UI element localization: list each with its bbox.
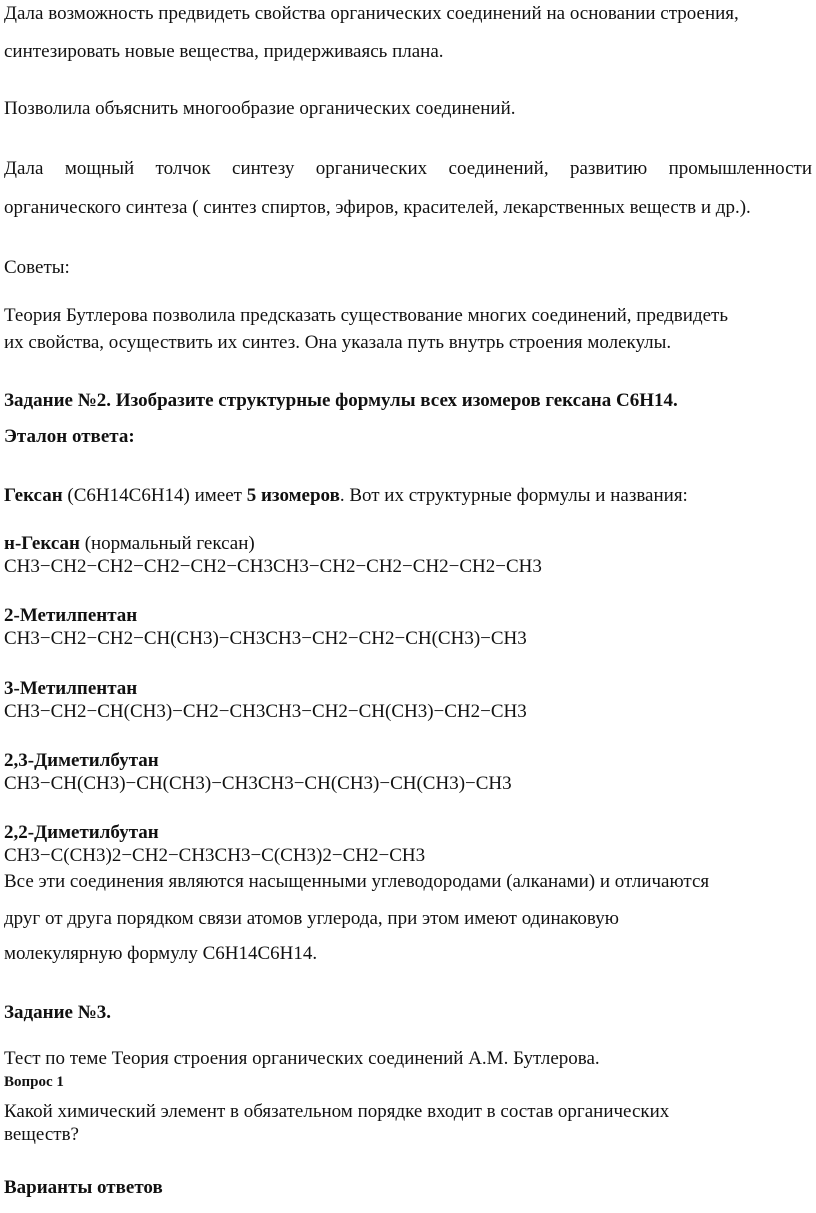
question-text-line-1: Какой химический элемент в обязательном порядке входит в состав органических xyxy=(4,1101,670,1122)
intro-paragraph-2: Позволила объяснить многообразие органических соединений. xyxy=(4,98,516,119)
summary-line-1: Все эти соединения являются насыщенными углеводородами (алканами) и отличаются xyxy=(4,871,710,892)
question-text-line-2: веществ? xyxy=(4,1124,79,1145)
hexane-intro xyxy=(4,485,688,507)
summary-line-3: молекулярную формулу C6H14C6H14. xyxy=(4,943,318,964)
isomer-1-formula: CH3−CH2−CH2−CH2−CH2−CH3CH3−CH2−CH2−CH2−CH2−CH3 xyxy=(4,556,542,577)
hexane-formula-text: (C6H14C6H14) имеет xyxy=(62,485,247,506)
tips-label: Советы: xyxy=(4,257,70,278)
isomer-1-name: н-Гексан xyxy=(4,533,80,554)
isomer-3-name: 3-Метилпентан xyxy=(4,678,138,699)
isomer-2-name: 2-Метилпентан xyxy=(4,605,138,626)
etalon-label: Эталон ответа: xyxy=(4,426,135,447)
tips-line-1: Теория Бутлерова позволила предсказать существование многих соединений, предвидеть xyxy=(4,305,729,326)
isomer-1-heading xyxy=(4,533,255,555)
hexane-intro-rest: . Вот их структурные формулы и названия: xyxy=(339,485,688,506)
isomer-2-formula: CH3−CH2−CH2−CH(CH3)−CH3CH3−CH2−CH2−CH(CH3)−CH3 xyxy=(4,628,527,649)
intro-paragraph-3-line-1: Дала мощный толчок синтезу органических соединений, развитию промышленности xyxy=(4,158,812,179)
intro-paragraph-1-line-2: синтезировать новые вещества, придерживаясь плана. xyxy=(4,41,444,62)
intro-paragraph-3-line-2: органического синтеза ( синтез спиртов, эфиров, красителей, лекарственных веществ и др.). xyxy=(4,197,751,218)
summary-line-2: друг от друга порядком связи атомов углерода, при этом имеют одинаковую xyxy=(4,908,619,929)
question-label: Вопрос 1 xyxy=(4,1074,64,1090)
hexane-isomer-count: 5 изомеров xyxy=(246,485,340,506)
hexane-name: Гексан xyxy=(4,485,63,506)
isomer-4-name: 2,3-Диметилбутан xyxy=(4,750,159,771)
isomer-5-formula: CH3−C(CH3)2−CH2−CH3CH3−C(CH3)2−CH2−CH3 xyxy=(4,845,426,866)
task-3-title: Задание №3. xyxy=(4,1002,112,1023)
test-title: Тест по теме Теория строения органических соединений А.М. Бутлерова. xyxy=(4,1048,600,1069)
task-2-title: Задание №2. Изобразите структурные формулы всех изомеров гексана С6Н14. xyxy=(4,390,678,411)
intro-paragraph-1-line-1: Дала возможность предвидеть свойства органических соединений на основании строения, xyxy=(4,3,739,24)
answers-label: Варианты ответов xyxy=(4,1177,163,1198)
isomer-1-note: (нормальный гексан) xyxy=(79,533,255,554)
tips-line-2: их свойства, осуществить их синтез. Она указала путь внутрь строения молекулы. xyxy=(4,332,672,353)
isomer-3-formula: CH3−CH2−CH(CH3)−CH2−CH3CH3−CH2−CH(CH3)−CH2−CH3 xyxy=(4,701,527,722)
isomer-4-formula: CH3−CH(CH3)−CH(CH3)−CH3CH3−CH(CH3)−CH(CH3)−CH3 xyxy=(4,773,512,794)
isomer-5-name: 2,2-Диметилбутан xyxy=(4,822,159,843)
